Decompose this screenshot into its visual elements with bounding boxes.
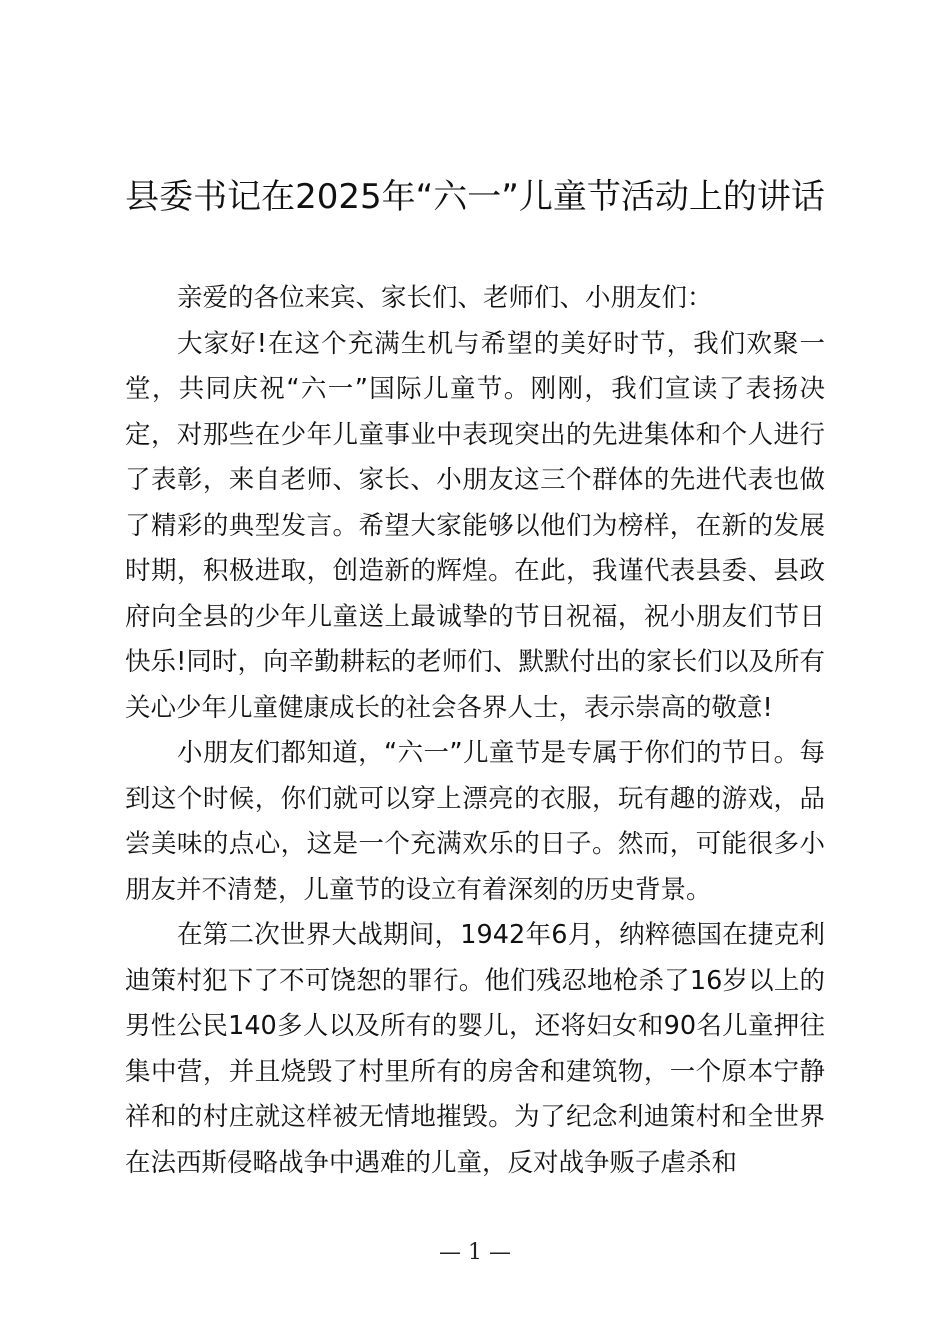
document-title: 县委书记在2025年“六一”儿童节活动上的讲话 [125, 177, 825, 217]
body-paragraph: 在第二次世界大战期间，1942年6月，纳粹德国在捷克利迪策村犯下了不可饶恕的罪行。他们残忍地枪杀了16岁以上的男性公民140多人以及所有的婴儿，还将妇女和90名儿童押往集中营，并且烧毁了村里所有的房舍和建筑物，一个原本宁静祥和的村庄就这样被无情地摧毁。为了纪念利迪策村和全世界在法西斯侵略战争中遇难的儿童，反对战争贩子虐杀和 [125, 920, 825, 1178]
document-body [125, 276, 825, 1186]
page-number: — 1 — [439, 1240, 511, 1265]
body-paragraph: 小朋友们都知道，“六一”儿童节是专属于你们的节日。每到这个时候，你们就可以穿上漂亮的衣服，玩有趣的游戏，品尝美味的点心，这是一个充满欢乐的日子。然而，可能很多小朋友并不清楚，儿童节的设立有着深刻的历史背景。 [125, 738, 825, 905]
body-paragraph: 大家好!在这个充满生机与希望的美好时节，我们欢聚一堂，共同庆祝“六一”国际儿童节。刚刚，我们宣读了表扬决定，对那些在少年儿童事业中表现突出的先进集体和个人进行了表彰，来自老师、家长、小朋友这三个群体的先进代表也做了精彩的典型发言。希望大家能够以他们为榜样，在新的发展时期，积极进取，创造新的辉煌。在此，我谨代表县委、县政府向全县的少年儿童送上最诚挚的节日祝福，祝小朋友们节日快乐!同时，向辛勤耕耘的老师们、默默付出的家长们以及所有关心少年儿童健康成长的社会各界人士，表示崇高的敬意! [125, 328, 825, 723]
salutation-paragraph: 亲爱的各位来宾、家长们、老师们、小朋友们： [177, 283, 713, 313]
